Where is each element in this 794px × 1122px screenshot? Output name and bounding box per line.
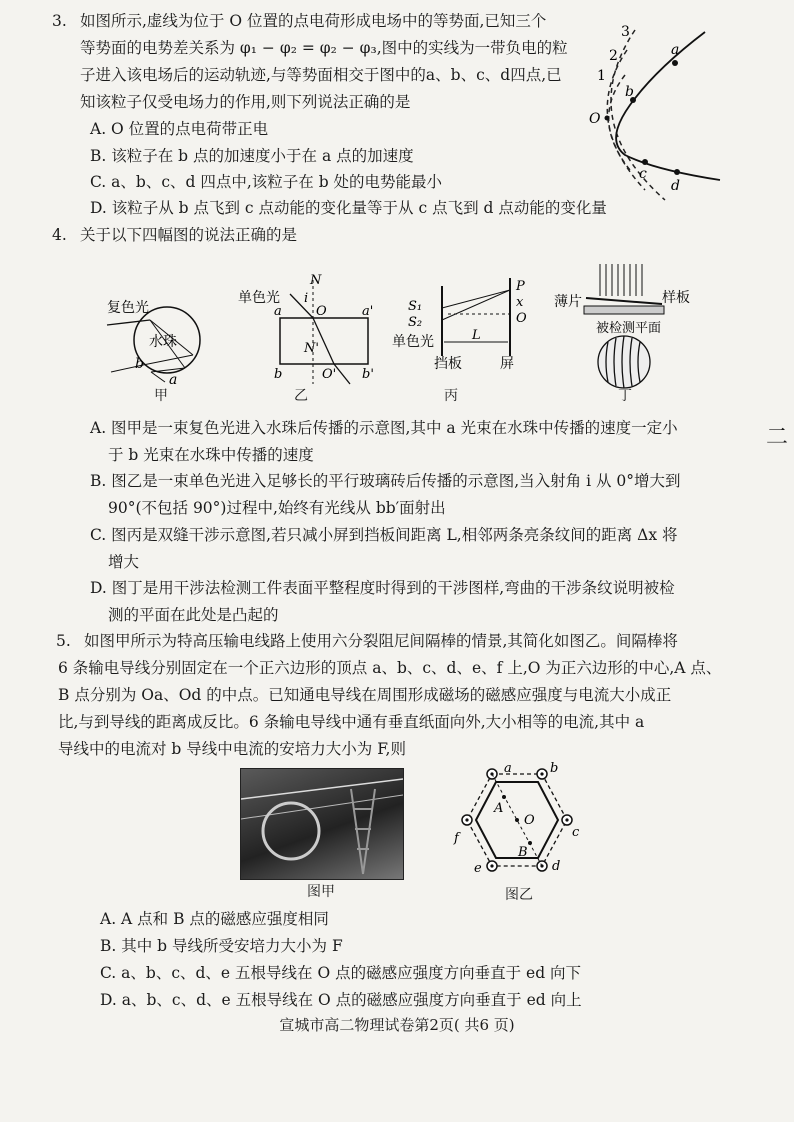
- label-L: L: [472, 328, 481, 343]
- question-stem-line: 等势面的电势差关系为 φ₁ − φ₂ = φ₂ − φ₃,图中的实线为一带负电的粒: [80, 39, 568, 57]
- option-text: 增大: [108, 553, 140, 571]
- label-b: b: [550, 761, 559, 776]
- label-O: O: [316, 304, 327, 319]
- label-N-prime: N': [304, 341, 319, 356]
- option-text: 90°(不包括 90°)过程中,始终有光线从 bb′面射出: [108, 499, 446, 517]
- label-x: x: [516, 295, 524, 310]
- label-screen: 屏: [500, 356, 514, 372]
- point-c: [642, 159, 648, 165]
- fig-yi-glass-slab: [238, 272, 388, 387]
- fig-yi-hexagon: [452, 760, 582, 880]
- label-a: a: [671, 42, 680, 58]
- label-tested-surface: 被检测平面: [596, 321, 662, 336]
- fig-bing-double-slit: [392, 276, 542, 386]
- label-c: c: [572, 825, 580, 840]
- label-sheet: 薄片: [554, 294, 582, 310]
- caption-fig-yi: 图乙: [505, 887, 533, 903]
- question-stem-line: 知该粒子仅受电场力的作用,则下列说法正确的是: [80, 93, 411, 111]
- label-b-prime: b': [362, 367, 374, 382]
- label-2: 2: [609, 48, 618, 64]
- caption-jia: 甲: [154, 388, 168, 404]
- option-c[interactable]: C. a、b、c、d、e 五根导线在 O 点的磁感应强度方向垂直于 ed 向下: [100, 964, 582, 982]
- question-stem-line: 比,与到导线的距离成反比。6 条输电导线中通有垂直纸面向外,大小相等的电流,其中 a: [58, 713, 645, 731]
- caption-ding: 丁: [618, 388, 632, 404]
- option-d[interactable]: D. a、b、c、d、e 五根导线在 O 点的磁感应强度方向垂直于 ed 向上: [100, 991, 582, 1009]
- label-3: 3: [621, 24, 630, 40]
- caption-fig-jia: 图甲: [307, 884, 335, 900]
- label-O: O: [516, 311, 527, 326]
- option-c[interactable]: C. a、b、c、d 四点中,该粒子在 b 处的电势能最小: [90, 173, 443, 191]
- question-5: [56, 628, 764, 763]
- margin-mark: 二: [765, 425, 788, 450]
- option-a[interactable]: A. A 点和 B 点的磁感应强度相同: [100, 910, 329, 928]
- equipotential-3: [611, 30, 665, 200]
- question-number: 4.: [52, 226, 67, 244]
- option-b[interactable]: B. 该粒子在 b 点的加速度小于在 a 点的加速度: [90, 147, 414, 165]
- particle-trajectory: [616, 32, 720, 180]
- fig-ding-interference-test: [550, 262, 710, 392]
- label-f: f: [454, 831, 459, 846]
- question-stem-line: 6 条输电导线分别固定在一个正六边形的顶点 a、b、c、d、e、f 上,O 为正六边形的中心,A 点、: [58, 659, 722, 677]
- label-P: P: [516, 279, 525, 294]
- label-mono-light: 单色光: [392, 334, 434, 350]
- label-d: d: [671, 178, 680, 194]
- label-S2: S₂: [408, 315, 423, 330]
- label-1: 1: [597, 68, 606, 84]
- fig-jia-water-drop: [105, 290, 215, 395]
- option-text: D. 图丁是用干涉法检测工件表面平整程度时得到的干涉图样,弯曲的干涉条纹说明被检: [90, 579, 675, 597]
- label-B: B: [518, 845, 528, 860]
- question-4: [52, 222, 298, 249]
- label-b: b: [274, 367, 283, 382]
- option-d[interactable]: D. 该粒子从 b 点飞到 c 点动能的变化量等于从 c 点飞到 d 点动能的变化量: [90, 199, 607, 217]
- option-text: 于 b 光束在水珠中传播的速度: [108, 446, 314, 464]
- caption-bing: 丙: [444, 388, 458, 404]
- label-d: d: [552, 859, 561, 874]
- label-plate: 挡板: [434, 356, 462, 372]
- label-i: i: [304, 291, 309, 306]
- photo-spacer-damper: [240, 768, 404, 880]
- label-b: b: [135, 356, 144, 372]
- option-a[interactable]: [90, 415, 678, 469]
- question-number: 3.: [52, 12, 67, 30]
- question-stem-line: 如图甲所示为特高压输电线路上使用六分裂阻尼间隔棒的情景,其简化如图乙。间隔棒将: [84, 632, 678, 650]
- option-text: 测的平面在此处是凸起的: [108, 606, 279, 624]
- question-stem-line: 子进入该电场后的运动轨迹,与等势面相交于图中的a、b、c、d四点,已: [80, 66, 562, 84]
- caption-yi: 乙: [294, 388, 308, 404]
- label-N: N: [310, 273, 322, 288]
- label-sample: 样板: [662, 290, 690, 306]
- question-stem-line: 导线中的电流对 b 导线中电流的安培力大小为 F,则: [58, 740, 406, 758]
- option-b[interactable]: B. 其中 b 导线所受安培力大小为 F: [100, 937, 343, 955]
- label-b: b: [625, 84, 634, 100]
- label-c: c: [639, 166, 647, 182]
- photo-illustration: [241, 769, 403, 879]
- charge-o: [605, 116, 610, 121]
- option-b[interactable]: [90, 468, 681, 522]
- label-water-drop: 水珠: [149, 334, 177, 350]
- option-text: B. 图乙是一束单色光进入足够长的平行玻璃砖后传播的示意图,当入射角 i 从 0°增大到: [90, 472, 681, 490]
- label-S1: S₁: [408, 299, 423, 314]
- label-a: a: [504, 761, 512, 776]
- label-e: e: [474, 861, 482, 876]
- label-O-prime: O': [322, 367, 337, 382]
- option-c[interactable]: [90, 522, 678, 576]
- label-O: O: [524, 813, 535, 828]
- question-3: [52, 8, 600, 116]
- label-a: a: [274, 304, 282, 319]
- label-a: a: [169, 372, 178, 388]
- question-stem-line: 如图所示,虚线为位于 O 位置的点电荷形成电场中的等势面,已知三个: [80, 12, 547, 30]
- option-text: C. 图丙是双缝干涉示意图,若只减小屏到挡板间距离 L,相邻两条亮条纹间的距离 Δx 将: [90, 526, 678, 544]
- label-o: O: [589, 111, 601, 127]
- question-number: 5.: [56, 632, 71, 650]
- option-d[interactable]: [90, 575, 675, 629]
- label-mono-light: 单色光: [238, 290, 280, 306]
- option-a[interactable]: A. O 位置的点电荷带正电: [90, 120, 269, 138]
- point-a: [672, 60, 678, 66]
- label-composite-light: 复色光: [107, 300, 149, 316]
- label-A: A: [494, 801, 504, 816]
- q3-equipotential-figure: [585, 20, 725, 205]
- option-text: A. 图甲是一束复色光进入水珠后传播的示意图,其中 a 光束在水珠中传播的速度一定小: [90, 419, 678, 437]
- label-a-prime: a': [362, 304, 374, 319]
- point-d: [674, 169, 680, 175]
- page-footer: 宣城市高二物理试卷第2页( 共6 页): [279, 1016, 515, 1034]
- question-stem: 关于以下四幅图的说法正确的是: [80, 226, 298, 244]
- question-stem-line: B 点分别为 Oa、Od 的中点。已知通电导线在周围形成磁场的磁感应强度与电流大小成正: [58, 686, 672, 704]
